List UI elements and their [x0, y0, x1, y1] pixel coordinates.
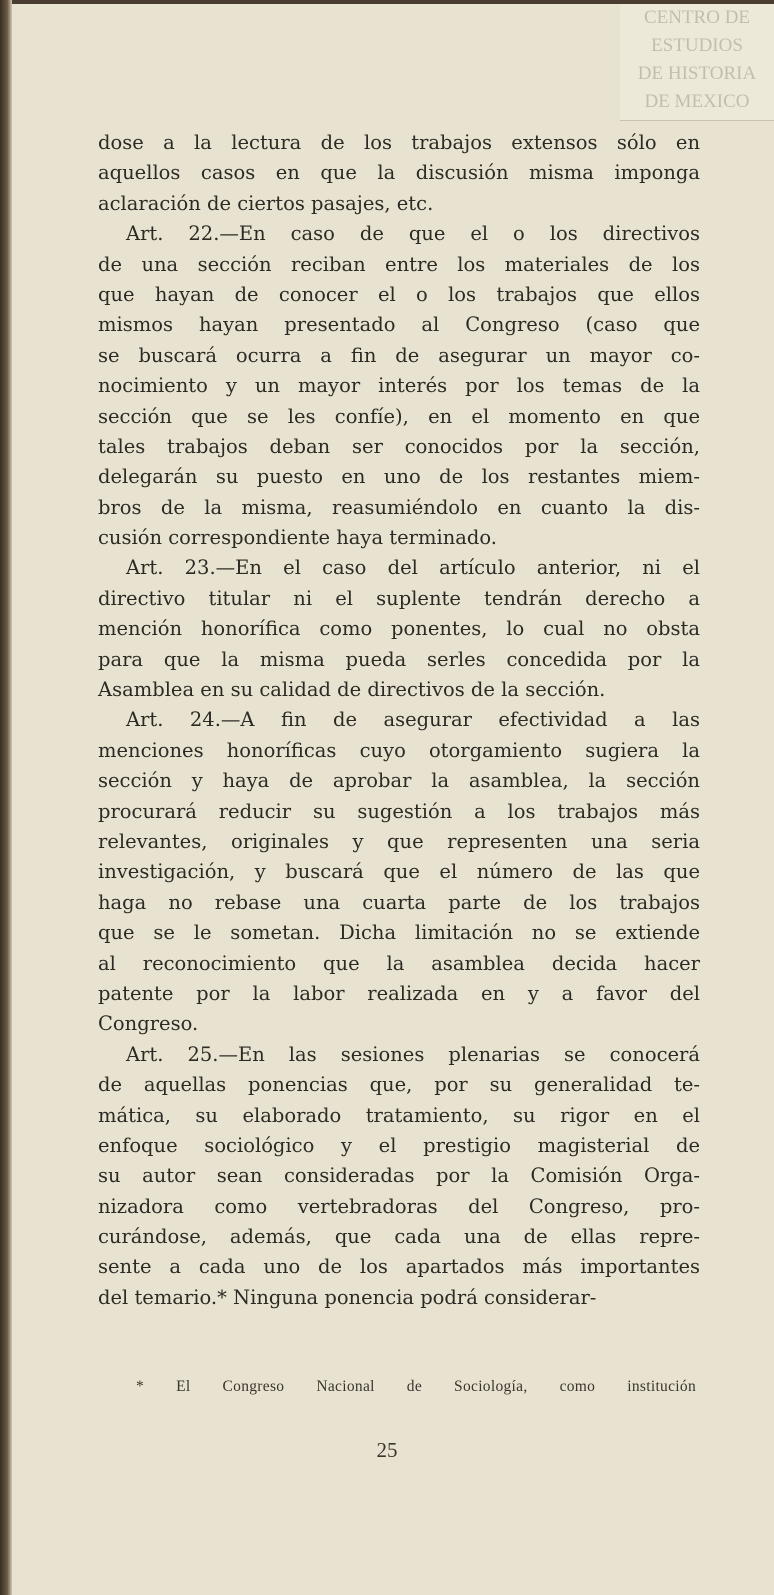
text-line: directivo titular ni el suplente tendrán derecho a [98, 586, 700, 610]
text-line: de una sección reciban entre los materiales de los [98, 252, 700, 276]
text-line: curándose, además, que cada una de ellas repre- [98, 1225, 700, 1249]
text-line: sección y haya de aprobar la asamblea, la sección [98, 769, 700, 793]
text-line: investigación, y buscará que el número de las que [98, 860, 700, 884]
text-line: enfoque sociológico y el prestigio magisterial de [98, 1133, 700, 1157]
text-line: que se le sometan. Dicha limitación no se extiende [98, 921, 700, 945]
text-line: mención honorífica como ponentes, lo cual no obsta [98, 617, 700, 641]
archive-watermark [620, 4, 774, 121]
text-line: nocimiento y un mayor interés por los temas de la [98, 374, 700, 398]
text-line: Asamblea en su calidad de directivos de la sección. [98, 678, 606, 702]
watermark-line: CENTRO DE [643, 7, 751, 28]
text-line: haga no rebase una cuarta parte de los trabajos [98, 890, 700, 914]
text-line: aquellos casos en que la discusión misma imponga [98, 161, 700, 185]
text-line: Art. 22.—En caso de que el o los directivos [126, 222, 700, 246]
text-line: Art. 25.—En las sesiones plenarias se conocerá [126, 1042, 700, 1066]
text-line: Art. 24.—A fin de asegurar efectividad a las [126, 708, 700, 732]
watermark-line: ESTUDIOS [651, 35, 743, 56]
text-line: al reconocimiento que la asamblea decida hacer [98, 951, 700, 975]
text-line: Congreso. [98, 1012, 199, 1036]
footnote: * El Congreso Nacional de Sociología, como institución [136, 1378, 696, 1395]
watermark-line: DE MEXICO [644, 91, 750, 112]
text-line: sente a cada uno de los apartados más importantes [98, 1255, 700, 1279]
page-number: 25 [376, 1438, 398, 1462]
watermark-line: DE HISTORIA [637, 63, 757, 84]
text-line: mismos hayan presentado al Congreso (caso que [98, 313, 700, 337]
text-line: Art. 23.—En el caso del artículo anterior, ni el [126, 556, 700, 580]
text-line: procurará reducir su sugestión a los trabajos más [98, 799, 700, 823]
text-line: mática, su elaborado tratamiento, su rigor en el [98, 1103, 700, 1127]
page-body-text [98, 128, 700, 1313]
text-line: para que la misma pueda serles concedida por la [98, 647, 700, 671]
text-line: se buscará ocurra a fin de asegurar un mayor co- [98, 343, 700, 367]
text-line: nizadora como vertebradoras del Congreso, pro- [98, 1194, 700, 1218]
text-line: cusión correspondiente haya terminado. [98, 526, 497, 550]
text-line: su autor sean consideradas por la Comisión Orga- [98, 1164, 700, 1188]
text-line: sección que se les confíe), en el momento en que [98, 404, 700, 428]
text-line: menciones honoríficas cuyo otorgamiento sugiera la [98, 738, 700, 762]
text-line: delegarán su puesto en uno de los restantes miem- [98, 465, 700, 489]
text-line: de aquellas ponencias que, por su generalidad te- [98, 1073, 700, 1097]
text-line: dose a la lectura de los trabajos extensos sólo en [98, 131, 700, 154]
text-line: patente por la labor realizada en y a favor del [98, 981, 700, 1005]
book-binding-edge [0, 0, 12, 1595]
text-line: bros de la misma, reasumiéndolo en cuanto la dis- [98, 495, 700, 519]
text-line: del temario.* Ninguna ponencia podrá considerar- [98, 1285, 597, 1309]
text-line: aclaración de ciertos pasajes, etc. [98, 191, 434, 215]
text-line: que hayan de conocer el o los trabajos que ellos [98, 282, 700, 306]
text-line: relevantes, originales y que representen una seria [98, 829, 700, 853]
text-line: tales trabajos deban ser conocidos por la sección, [98, 434, 700, 458]
